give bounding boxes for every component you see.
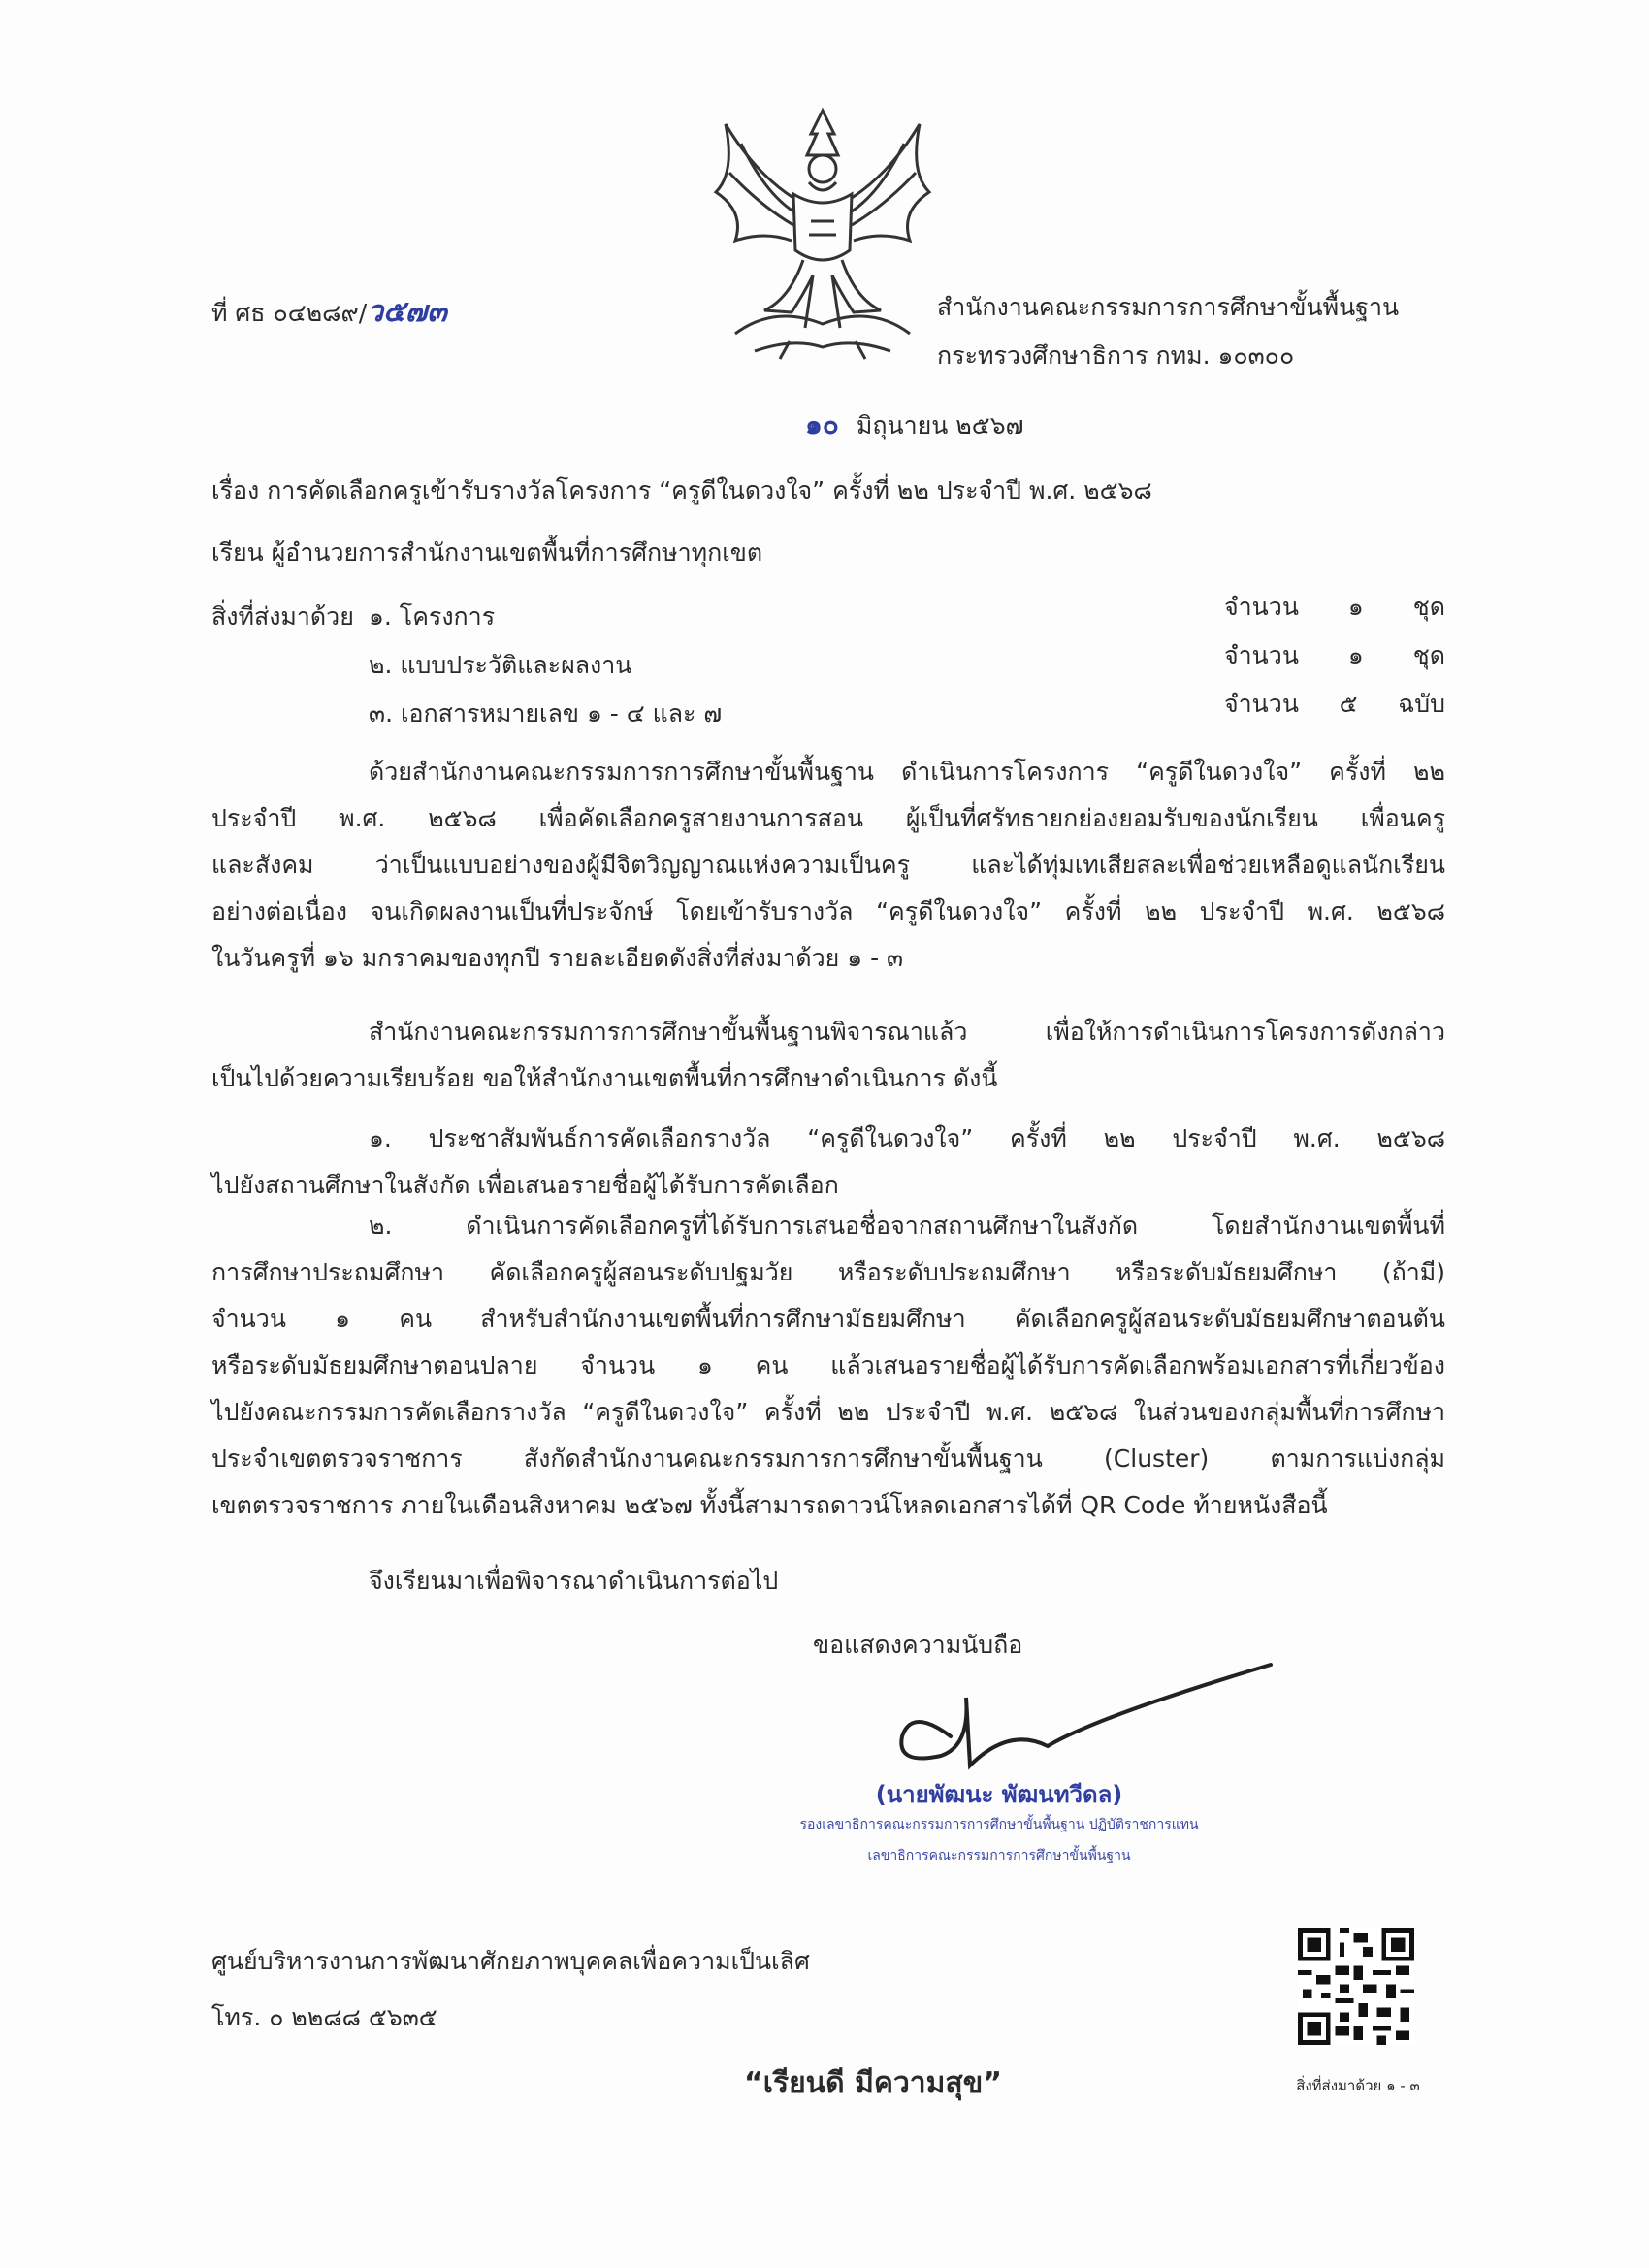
text-line: ในวันครูที่ ๑๖ มกราคมของทุกปี รายละเอียดดังสิ่งที่ส่งมาด้วย ๑ - ๓	[211, 944, 904, 972]
letter-subject: เรื่อง การคัดเลือกครูเข้ารับรางวัลโครงการ “ครูดีในดวงใจ” ครั้งที่ ๒๒ ประจำปี พ.ศ. ๒๕๖๘	[211, 476, 1152, 504]
text-line: หรือระดับมัธยมศึกษาตอนปลาย จำนวน ๑ คน แล้วเสนอรายชื่อผู้ได้รับการคัดเลือกพร้อมเอกสารที่เกี่ยวข้อง	[211, 1351, 1445, 1379]
enclosure-quantity	[1224, 588, 1445, 627]
text-line: ด้วยสำนักงานคณะกรรมการการศึกษาขั้นพื้นฐาน ดำเนินการโครงการ “ครูดีในดวงใจ” ครั้งที่ ๒๒	[369, 758, 1445, 786]
quantity-word: จำนวน	[1224, 690, 1299, 718]
document-number-printed: ที่ ศธ ๐๔๒๘๙/	[211, 299, 368, 327]
date-day-handwritten: ๑๐	[805, 408, 839, 440]
quantity-number: ๕	[1339, 690, 1358, 718]
text-line: ๑. ประชาสัมพันธ์การคัดเลือกรางวัล “ครูดีในดวงใจ” ครั้งที่ ๒๒ ประจำปี พ.ศ. ๒๕๖๘	[369, 1124, 1445, 1152]
issuing-agency	[937, 283, 1399, 380]
body-paragraph-1	[211, 749, 1445, 982]
enclosure-item: ๑. โครงการ	[369, 602, 496, 631]
document-number-handwritten: ว๕๗๓	[367, 295, 447, 329]
garuda-emblem-icon	[696, 105, 949, 365]
text-line: จำนวน ๑ คน สำหรับสำนักงานเขตพื้นที่การศึกษามัธยมศึกษา คัดเลือกครูผู้สอนระดับมัธยมศึกษาตอนต้น	[211, 1305, 1445, 1333]
text-line: ไปยังคณะกรรมการคัดเลือกรางวัล “ครูดีในดวงใจ” ครั้งที่ ๒๒ ประจำปี พ.ศ. ๒๕๖๘ ในส่วนของกลุ่มพื้นที่การศึกษา	[211, 1398, 1445, 1426]
body-paragraph-4	[211, 1203, 1445, 1529]
qr-code-caption: สิ่งที่ส่งมาด้วย ๑ - ๓	[1296, 2077, 1420, 2094]
signatory-position: รองเลขาธิการคณะกรรมการการศึกษาขั้นพื้นฐาน ปฏิบัติราชการแทน	[799, 1817, 1199, 1832]
body-paragraph-2	[211, 1009, 1445, 1102]
responsible-unit: ศูนย์บริหารงานการพัฒนาศักยภาพบุคคลเพื่อความเป็นเลิศ	[211, 1947, 810, 1975]
text-line: การศึกษาประถมศึกษา คัดเลือกครูผู้สอนระดับปฐมวัย หรือระดับประถมศึกษา หรือระดับมัธยมศึกษา (ถ้ามี)	[211, 1258, 1445, 1286]
signatory-position-secondary: เลขาธิการคณะกรรมการการศึกษาขั้นพื้นฐาน	[867, 1848, 1131, 1863]
text-line: ประจำปี พ.ศ. ๒๕๖๘ เพื่อคัดเลือกครูสายงานการสอน ผู้เป็นที่ศรัทธายกย่องยอมรับของนักเรียน เพื่อนครู	[211, 804, 1445, 832]
qr-code-icon	[1298, 1928, 1414, 2045]
letter-recipient: เรียน ผู้อำนวยการสำนักงานเขตพื้นที่การศึกษาทุกเขต	[211, 538, 763, 567]
body-paragraph-3	[211, 1116, 1445, 1209]
agency-name: สำนักงานคณะกรรมการการศึกษาขั้นพื้นฐาน	[937, 293, 1400, 321]
handwritten-signature	[873, 1639, 1280, 1785]
enclosure-item: ๒. แบบประวัติและผลงาน	[369, 651, 632, 679]
quantity-number: ๑	[1347, 593, 1364, 621]
letter-date	[805, 404, 1023, 446]
text-line: สำนักงานคณะกรรมการการศึกษาขั้นพื้นฐานพิจารณาแล้ว เพื่อให้การดำเนินการโครงการดังกล่าว	[369, 1018, 1445, 1046]
quantity-word: จำนวน	[1224, 641, 1299, 669]
signatory-name: (นายพัฒนะ พัฒนทวีดล)	[875, 1781, 1123, 1808]
enclosure-quantity	[1224, 685, 1445, 724]
date-month-year: มิถุนายน ๒๕๖๗	[856, 411, 1024, 439]
text-line: เป็นไปด้วยความเรียบร้อย ขอให้สำนักงานเขตพื้นที่การศึกษาดำเนินการ ดังนี้	[211, 1064, 998, 1092]
quantity-word: จำนวน	[1224, 593, 1299, 621]
text-line: และสังคม ว่าเป็นแบบอย่างของผู้มีจิตวิญญาณแห่งความเป็นครู และได้ทุ่มเทเสียสละเพื่อช่วยเหลือดูแลนักเรียน	[211, 851, 1445, 879]
enclosure-quantity	[1224, 636, 1445, 675]
quantity-number: ๑	[1347, 641, 1364, 669]
contact-phone: โทร. ๐ ๒๒๘๘ ๕๖๓๕	[211, 2003, 437, 2031]
agency-address: กระทรวงศึกษาธิการ กทม. ๑๐๓๐๐	[937, 341, 1295, 370]
enclosure-item: ๓. เอกสารหมายเลข ๑ - ๔ และ ๗	[369, 699, 723, 728]
text-line: ๒. ดำเนินการคัดเลือกครูที่ได้รับการเสนอชื่อจากสถานศึกษาในสังกัด โดยสำนักงานเขตพื้นที่	[369, 1212, 1445, 1240]
text-line: เขตตรวจราชการ ภายในเดือนสิงหาคม ๒๕๖๗ ทั้งนี้สามารถดาวน์โหลดเอกสารได้ที่ QR Code ท้ายหนังสือนี้	[211, 1491, 1328, 1519]
text-line: ประจำเขตตรวจราชการ สังกัดสำนักงานคณะกรรมการการศึกษาขั้นพื้นฐาน (Cluster) ตามการแบ่งกลุ่ม	[211, 1444, 1445, 1473]
quantity-unit: ชุด	[1412, 641, 1445, 669]
quantity-unit: ชุด	[1412, 593, 1445, 621]
text-line: ไปยังสถานศึกษาในสังกัด เพื่อเสนอรายชื่อผู้ได้รับการคัดเลือก	[211, 1171, 839, 1199]
closing-statement: จึงเรียนมาเพื่อพิจารณาดำเนินการต่อไป	[369, 1567, 779, 1595]
complimentary-close: ขอแสดงความนับถือ	[813, 1631, 1023, 1659]
enclosures-label: สิ่งที่ส่งมาด้วย	[211, 602, 354, 631]
motto: “เรียนดี มีความสุข”	[744, 2066, 1002, 2100]
document-number	[211, 289, 447, 335]
quantity-unit: ฉบับ	[1398, 690, 1445, 718]
text-line: อย่างต่อเนื่อง จนเกิดผลงานเป็นที่ประจักษ์ โดยเข้ารับรางวัล “ครูดีในดวงใจ” ครั้งที่ ๒๒ ประจำปี พ.ศ. ๒๕๖๘	[211, 897, 1445, 925]
